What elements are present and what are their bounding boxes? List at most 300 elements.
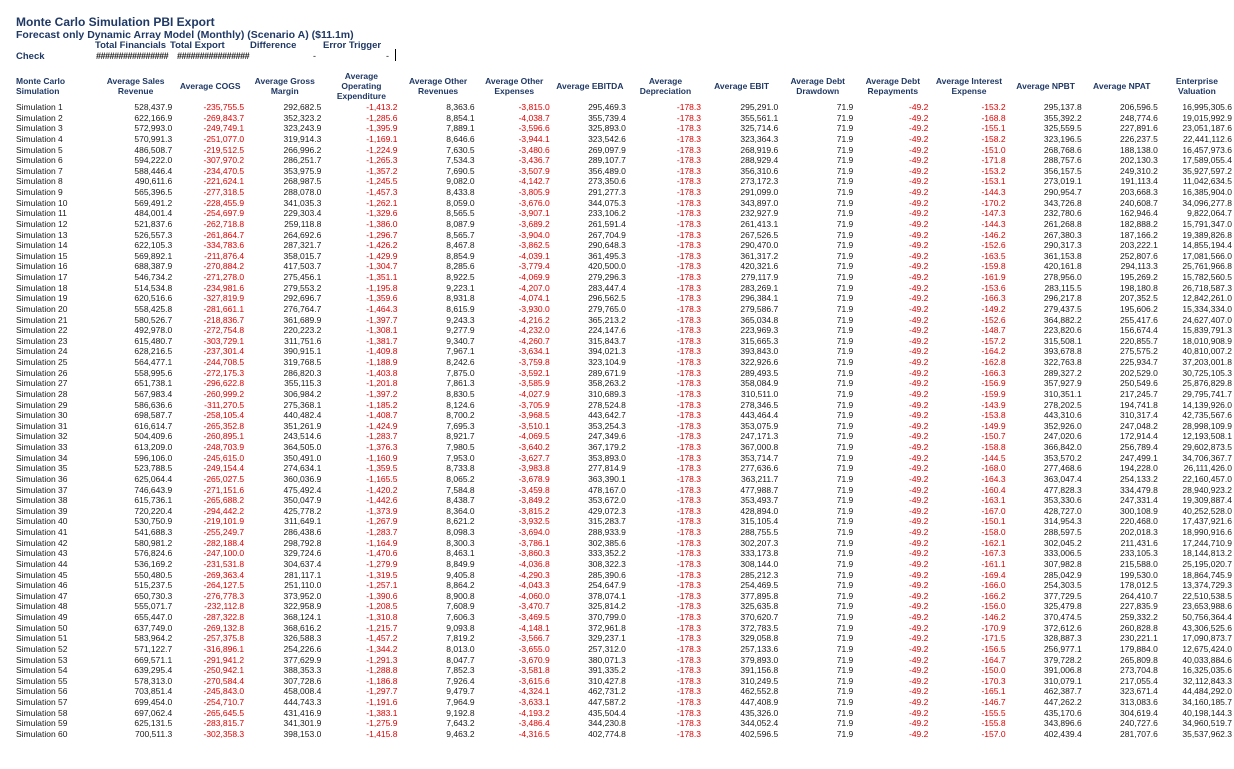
table-cell[interactable]: 195,606.2 [1120, 303, 1158, 314]
table-cell[interactable]: 26,718,587.3 [1182, 282, 1232, 293]
table-cell[interactable]: 25,761,966.8 [1182, 261, 1232, 272]
table-cell[interactable]: 528,437.9 [134, 102, 173, 112]
table-cell[interactable]: -334,783.6 [203, 240, 245, 251]
table-cell[interactable]: -178.3 [676, 431, 701, 442]
table-cell[interactable]: 50,756,364.4 [1182, 612, 1232, 622]
table-cell[interactable]: -178.3 [676, 155, 701, 166]
table-cell[interactable]: -272,175.3 [203, 367, 245, 378]
table-cell[interactable]: 71.9 [836, 388, 854, 399]
table-row[interactable] [0, 198, 1234, 209]
table-cell[interactable]: 447,587.2 [588, 697, 626, 707]
table-cell[interactable]: -3,507.9 [518, 165, 550, 176]
table-cell[interactable]: -178.3 [676, 144, 701, 155]
table-cell[interactable]: 19,015,992.9 [1182, 112, 1232, 123]
table-cell[interactable]: -155.1 [981, 123, 1006, 134]
table-cell[interactable]: 7,980.5 [446, 442, 475, 452]
table-cell[interactable]: 435,170.6 [1043, 707, 1082, 718]
table-cell[interactable]: -3,615.6 [518, 675, 550, 686]
table-cell[interactable]: -1,285.6 [366, 112, 398, 123]
table-cell[interactable]: -49.2 [909, 208, 929, 219]
table-cell[interactable]: -153.1 [981, 176, 1006, 187]
table-row[interactable] [0, 718, 1234, 729]
table-cell[interactable]: -4,027.9 [518, 388, 550, 399]
simulation-label[interactable]: Simulation 55 [16, 675, 68, 686]
table-cell[interactable]: -1,429.9 [366, 250, 398, 261]
table-cell[interactable]: 365,213.2 [588, 314, 626, 325]
table-row[interactable] [0, 591, 1234, 602]
table-cell[interactable]: 578,313.0 [134, 675, 173, 686]
table-cell[interactable]: 290,648.3 [588, 240, 626, 251]
table-cell[interactable]: -1,409.8 [366, 346, 398, 357]
table-cell[interactable]: -155.5 [981, 707, 1006, 718]
table-cell[interactable]: 288,078.0 [283, 187, 322, 197]
table-cell[interactable]: -178.3 [676, 463, 701, 474]
table-cell[interactable]: -178.3 [676, 612, 701, 622]
table-cell[interactable]: 699,454.0 [134, 697, 173, 707]
table-cell[interactable]: 569,892.1 [134, 250, 173, 261]
table-cell[interactable]: 458,008.4 [283, 686, 322, 697]
table-cell[interactable]: -1,224.9 [366, 144, 398, 155]
simulation-label[interactable]: Simulation 54 [16, 665, 68, 676]
table-cell[interactable]: 71.9 [836, 133, 854, 144]
table-cell[interactable]: -155.8 [981, 718, 1006, 729]
table-cell[interactable]: 7,690.5 [446, 165, 475, 176]
table-row[interactable] [0, 336, 1234, 347]
table-cell[interactable]: -247,100.0 [203, 548, 245, 559]
table-cell[interactable]: 279,553.2 [283, 282, 322, 293]
table-cell[interactable]: 526,557.3 [134, 229, 173, 240]
table-cell[interactable]: 447,262.2 [1043, 697, 1082, 707]
table-cell[interactable]: 639,295.4 [134, 665, 173, 676]
table-cell[interactable]: 367,000.8 [740, 442, 779, 452]
table-cell[interactable]: 42,735,567.6 [1182, 410, 1232, 421]
simulation-label[interactable]: Simulation 57 [16, 697, 68, 707]
table-cell[interactable]: 71.9 [836, 218, 854, 229]
table-cell[interactable]: -1,413.2 [366, 102, 398, 112]
table-cell[interactable]: 358,084.9 [740, 378, 779, 389]
table-cell[interactable]: 220,468.0 [1120, 516, 1158, 527]
simulation-label[interactable]: Simulation 36 [16, 473, 68, 484]
table-cell[interactable]: 567,983.4 [134, 388, 173, 399]
table-cell[interactable]: -178.3 [676, 601, 701, 612]
table-cell[interactable]: 281,117.1 [284, 569, 322, 580]
table-cell[interactable]: -144.3 [981, 187, 1006, 197]
column-header-average-other-revenues[interactable]: Average Other Revenues [408, 76, 468, 96]
table-cell[interactable]: -178.3 [676, 505, 701, 516]
simulation-label[interactable]: Simulation 9 [16, 187, 63, 197]
table-cell[interactable]: 215,588.0 [1120, 558, 1158, 569]
table-cell[interactable]: 32,112,843.3 [1183, 675, 1232, 686]
table-cell[interactable]: -49.2 [909, 388, 929, 399]
table-cell[interactable]: -49.2 [909, 675, 929, 686]
table-cell[interactable]: 288,597.5 [1043, 527, 1082, 537]
table-cell[interactable]: 17,081,566.0 [1182, 250, 1232, 261]
table-cell[interactable]: -178.3 [676, 495, 701, 506]
table-row[interactable] [0, 145, 1234, 156]
table-cell[interactable]: 325,814.2 [588, 601, 626, 612]
table-cell[interactable]: -3,581.8 [518, 665, 550, 676]
table-row[interactable] [0, 538, 1234, 549]
table-cell[interactable]: -49.2 [909, 144, 929, 155]
table-cell[interactable]: 325,479.8 [1043, 601, 1082, 612]
table-cell[interactable]: -1,442.6 [366, 495, 398, 506]
table-cell[interactable]: -1,415.8 [366, 728, 398, 739]
table-cell[interactable]: 361,317.2 [740, 250, 779, 261]
simulation-label[interactable]: Simulation 24 [16, 346, 68, 357]
table-cell[interactable]: -4,142.7 [518, 176, 550, 187]
table-cell[interactable]: -178.3 [676, 590, 701, 601]
simulation-label[interactable]: Simulation 6 [16, 155, 63, 166]
table-row[interactable] [0, 485, 1234, 496]
table-cell[interactable]: 447,408.9 [740, 697, 779, 707]
table-cell[interactable]: -232,112.8 [204, 601, 245, 612]
table-cell[interactable]: 288,933.9 [588, 527, 626, 537]
table-cell[interactable]: 351,261.9 [283, 420, 322, 431]
table-cell[interactable]: 323,671.4 [1120, 686, 1158, 697]
column-header-average-cogs[interactable]: Average COGS [179, 81, 241, 91]
table-cell[interactable]: 333,173.8 [740, 548, 779, 559]
table-cell[interactable]: -1,308.1 [366, 325, 398, 336]
table-cell[interactable]: 71.9 [836, 165, 854, 176]
table-cell[interactable]: 71.9 [836, 410, 854, 421]
table-cell[interactable]: 71.9 [836, 282, 854, 293]
table-cell[interactable]: 223,820.6 [1043, 325, 1082, 336]
table-cell[interactable]: 8,615.9 [446, 303, 475, 314]
table-cell[interactable]: -49.2 [909, 601, 929, 612]
table-cell[interactable]: 402,774.8 [588, 728, 626, 739]
table-cell[interactable]: -3,640.2 [518, 442, 550, 452]
table-cell[interactable]: -178.3 [676, 484, 701, 495]
table-cell[interactable]: 254,133.2 [1120, 473, 1158, 484]
table-cell[interactable]: 8,854.1 [446, 112, 475, 123]
table-cell[interactable]: 475,492.4 [283, 484, 322, 495]
table-cell[interactable]: 179,884.0 [1120, 643, 1158, 654]
table-cell[interactable]: 257,133.6 [740, 643, 779, 654]
table-cell[interactable]: 9,405.8 [446, 569, 475, 580]
table-cell[interactable]: 402,439.4 [1043, 728, 1082, 739]
table-cell[interactable]: -3,634.1 [518, 346, 550, 357]
table-cell[interactable]: 269,097.9 [588, 144, 626, 155]
table-cell[interactable]: -178.3 [676, 675, 701, 686]
table-cell[interactable]: -148.7 [981, 325, 1006, 336]
table-cell[interactable]: 356,157.5 [1043, 165, 1082, 176]
table-cell[interactable]: 7,967.1 [446, 346, 475, 357]
table-cell[interactable]: -4,193.2 [518, 707, 550, 718]
table-cell[interactable]: 688,387.9 [134, 261, 173, 272]
table-cell[interactable]: 372,612.6 [1043, 622, 1082, 633]
table-cell[interactable]: -178.3 [676, 229, 701, 240]
table-cell[interactable]: 207,352.5 [1120, 293, 1158, 304]
table-cell[interactable]: -49.2 [909, 442, 929, 452]
table-cell[interactable]: 462,387.7 [1043, 686, 1082, 697]
table-cell[interactable]: 353,075.9 [740, 420, 779, 431]
column-header-average-ebitda[interactable]: Average EBITDA [556, 81, 624, 91]
table-cell[interactable]: 71.9 [836, 442, 854, 452]
column-header-monte-carlo-simulation[interactable]: Monte Carlo Simulation [16, 76, 66, 96]
table-cell[interactable]: -219,512.5 [203, 144, 245, 155]
table-cell[interactable]: 40,810,007.2 [1182, 346, 1232, 357]
table-cell[interactable]: -1,373.9 [366, 505, 398, 516]
table-cell[interactable]: -178.3 [676, 665, 701, 676]
table-cell[interactable]: 14,855,194.4 [1182, 240, 1232, 251]
simulation-label[interactable]: Simulation 48 [16, 601, 68, 612]
table-row[interactable] [0, 261, 1234, 272]
table-cell[interactable]: 361,689.9 [283, 314, 322, 325]
table-cell[interactable]: 287,321.7 [283, 240, 322, 251]
table-row[interactable] [0, 548, 1234, 559]
table-cell[interactable]: 247,048.2 [1120, 420, 1158, 431]
table-cell[interactable]: 366,842.0 [1043, 442, 1082, 452]
table-cell[interactable]: 9,093.8 [446, 622, 475, 633]
simulation-label[interactable]: Simulation 23 [16, 335, 68, 346]
table-cell[interactable]: 322,763.8 [1043, 357, 1082, 367]
column-header-average-npat[interactable]: Average NPAT [1093, 81, 1151, 91]
table-cell[interactable]: 478,167.0 [588, 484, 626, 495]
simulation-label[interactable]: Simulation 18 [16, 282, 68, 293]
table-cell[interactable]: 240,727.6 [1120, 718, 1158, 729]
table-cell[interactable]: 402,596.5 [740, 728, 779, 739]
table-cell[interactable]: 379,728.2 [1043, 654, 1082, 665]
table-cell[interactable]: 259,332.2 [1120, 612, 1158, 622]
table-cell[interactable]: 29,602,873.5 [1182, 442, 1232, 452]
table-cell[interactable]: 314,954.3 [1043, 516, 1082, 527]
column-header-average-interest-expense[interactable]: Average Interest Expense [935, 76, 1003, 96]
table-cell[interactable]: -178.3 [676, 367, 701, 378]
table-cell[interactable]: -1,359.5 [366, 463, 398, 474]
table-cell[interactable]: 285,042.9 [1043, 569, 1082, 580]
simulation-label[interactable]: Simulation 35 [16, 463, 68, 474]
table-row[interactable] [0, 315, 1234, 326]
table-cell[interactable]: -1,381.7 [366, 335, 398, 346]
table-cell[interactable]: 283,269.1 [740, 282, 779, 293]
table-cell[interactable]: 394,021.3 [588, 346, 626, 357]
table-cell[interactable]: 377,629.9 [283, 654, 322, 665]
table-cell[interactable]: 71.9 [836, 654, 854, 665]
table-cell[interactable]: -265,688.2 [203, 495, 245, 506]
table-cell[interactable]: 558,995.6 [134, 367, 173, 378]
table-cell[interactable]: 372,783.5 [740, 622, 779, 633]
table-cell[interactable]: 490,611.6 [135, 176, 173, 187]
table-cell[interactable]: -255,249.7 [203, 527, 245, 537]
table-cell[interactable]: 17,589,055.4 [1182, 155, 1232, 166]
simulation-label[interactable]: Simulation 37 [16, 484, 68, 495]
table-cell[interactable]: 266,996.2 [283, 144, 322, 155]
table-cell[interactable]: -153.2 [981, 165, 1006, 176]
table-cell[interactable]: -1,357.2 [366, 165, 398, 176]
table-cell[interactable]: 515,237.5 [134, 580, 173, 591]
table-cell[interactable]: 8,285.6 [446, 261, 475, 272]
table-cell[interactable]: 8,098.3 [446, 527, 475, 537]
table-cell[interactable]: 300,108.9 [1120, 505, 1158, 516]
table-cell[interactable]: 71.9 [836, 357, 854, 367]
table-cell[interactable]: -49.2 [909, 580, 929, 591]
table-cell[interactable]: -1,351.1 [366, 272, 398, 282]
table-cell[interactable]: 286,438.6 [283, 527, 322, 537]
simulation-label[interactable]: Simulation 4 [16, 133, 63, 144]
table-cell[interactable]: -294,442.2 [203, 505, 245, 516]
table-cell[interactable]: 19,389,826.8 [1182, 229, 1232, 240]
table-cell[interactable]: 71.9 [836, 495, 854, 506]
table-cell[interactable]: 279,765.0 [588, 303, 626, 314]
table-cell[interactable]: 350,047.9 [283, 495, 322, 506]
table-cell[interactable]: 8,433.8 [446, 187, 475, 197]
simulation-label[interactable]: Simulation 25 [16, 357, 68, 367]
table-cell[interactable]: -1,383.1 [366, 707, 398, 718]
table-cell[interactable]: -49.2 [909, 410, 929, 421]
table-cell[interactable]: 353,493.7 [740, 495, 779, 506]
table-cell[interactable]: 71.9 [836, 728, 854, 739]
table-cell[interactable]: 274,634.1 [283, 463, 322, 474]
simulation-label[interactable]: Simulation 43 [16, 548, 68, 559]
table-cell[interactable]: 368,616.2 [283, 622, 322, 633]
table-cell[interactable]: 267,704.9 [588, 229, 626, 240]
table-cell[interactable]: -3,705.9 [518, 399, 550, 410]
table-cell[interactable]: -3,786.1 [518, 537, 550, 548]
table-cell[interactable]: -311,270.5 [204, 399, 245, 410]
table-cell[interactable]: -159.8 [981, 261, 1006, 272]
table-cell[interactable]: -178.3 [676, 558, 701, 569]
table-cell[interactable]: 9,243.3 [446, 314, 475, 325]
table-cell[interactable]: 353,570.2 [1043, 452, 1082, 463]
table-cell[interactable]: 353,714.7 [740, 452, 779, 463]
table-cell[interactable]: 202,130.3 [1120, 155, 1158, 166]
table-cell[interactable]: 290,317.3 [1043, 240, 1082, 251]
simulation-label[interactable]: Simulation 34 [16, 452, 68, 463]
table-row[interactable] [0, 442, 1234, 453]
table-cell[interactable]: 289,107.7 [588, 155, 626, 166]
check-total-export-value[interactable]: ################ [177, 51, 250, 61]
table-cell[interactable]: 220,223.2 [283, 325, 322, 336]
table-cell[interactable]: -49.2 [909, 229, 929, 240]
simulation-label[interactable]: Simulation 27 [16, 378, 68, 389]
table-cell[interactable]: -49.2 [909, 133, 929, 144]
table-cell[interactable]: -219,101.9 [203, 516, 245, 527]
table-cell[interactable]: 368,124.1 [283, 612, 322, 622]
table-cell[interactable]: -234,470.5 [203, 165, 245, 176]
simulation-label[interactable]: Simulation 45 [16, 569, 68, 580]
table-row[interactable] [0, 155, 1234, 166]
table-cell[interactable]: -178.3 [676, 707, 701, 718]
table-cell[interactable]: -4,036.8 [518, 558, 550, 569]
table-cell[interactable]: 71.9 [836, 473, 854, 484]
table-cell[interactable]: 329,237.1 [588, 633, 626, 644]
table-row[interactable] [0, 676, 1234, 687]
table-cell[interactable]: -49.2 [909, 325, 929, 336]
table-cell[interactable]: -49.2 [909, 420, 929, 431]
table-cell[interactable]: -49.2 [909, 686, 929, 697]
table-cell[interactable]: 25,195,020.7 [1182, 558, 1232, 569]
table-cell[interactable]: 377,895.8 [740, 590, 779, 601]
table-cell[interactable]: -178.3 [676, 123, 701, 134]
table-cell[interactable]: -178.3 [676, 335, 701, 346]
table-cell[interactable]: 17,090,873.7 [1182, 633, 1232, 644]
table-cell[interactable]: 71.9 [836, 399, 854, 410]
table-cell[interactable]: -291,941.2 [203, 654, 245, 665]
table-cell[interactable]: -49.2 [909, 537, 929, 548]
simulation-label[interactable]: Simulation 40 [16, 516, 68, 527]
table-cell[interactable]: -49.2 [909, 155, 929, 166]
table-cell[interactable]: 353,254.3 [588, 420, 626, 431]
table-cell[interactable]: -3,815.0 [518, 102, 550, 112]
table-cell[interactable]: 435,504.4 [588, 707, 626, 718]
table-cell[interactable]: 484,001.4 [134, 208, 173, 219]
table-cell[interactable]: -49.2 [909, 261, 929, 272]
table-cell[interactable]: -4,207.0 [518, 282, 550, 293]
table-cell[interactable]: -178.3 [676, 728, 701, 739]
table-cell[interactable]: -49.2 [909, 314, 929, 325]
table-cell[interactable]: 267,526.5 [740, 229, 779, 240]
table-cell[interactable]: 40,252,528.0 [1182, 505, 1232, 516]
table-cell[interactable]: 7,606.3 [446, 612, 475, 622]
table-cell[interactable]: 279,586.7 [740, 303, 779, 314]
table-cell[interactable]: 227,835.9 [1120, 601, 1158, 612]
simulation-label[interactable]: Simulation 14 [16, 240, 68, 251]
simulation-label[interactable]: Simulation 11 [16, 208, 67, 219]
table-row[interactable] [0, 559, 1234, 570]
table-cell[interactable]: 329,058.8 [740, 633, 779, 644]
table-cell[interactable]: 71.9 [836, 622, 854, 633]
table-cell[interactable]: -49.2 [909, 293, 929, 304]
table-cell[interactable]: -1,283.7 [366, 527, 398, 537]
table-cell[interactable]: 363,390.1 [588, 473, 626, 484]
table-cell[interactable]: 18,010,908.9 [1182, 335, 1232, 346]
table-cell[interactable]: -1,201.8 [366, 378, 398, 389]
table-cell[interactable]: -1,310.8 [366, 612, 398, 622]
table-cell[interactable]: -270,884.2 [203, 261, 245, 272]
table-cell[interactable]: 71.9 [836, 569, 854, 580]
table-cell[interactable]: 388,353.3 [283, 665, 322, 676]
table-cell[interactable]: 328,887.3 [1043, 633, 1082, 644]
table-cell[interactable]: -178.3 [676, 346, 701, 357]
table-cell[interactable]: 268,987.5 [283, 176, 322, 187]
table-cell[interactable]: 260,828.8 [1120, 622, 1158, 633]
table-cell[interactable]: 71.9 [836, 463, 854, 474]
table-cell[interactable]: 443,310.6 [1043, 410, 1082, 421]
table-cell[interactable]: 7,534.3 [446, 155, 475, 166]
table-cell[interactable]: -261,864.7 [203, 229, 245, 240]
table-cell[interactable]: 420,161.8 [1043, 261, 1082, 272]
table-cell[interactable]: -3,849.2 [518, 495, 550, 506]
table-cell[interactable]: -283,815.7 [203, 718, 245, 729]
table-cell[interactable]: -3,470.7 [518, 601, 550, 612]
table-cell[interactable]: 8,242.6 [446, 357, 475, 367]
table-cell[interactable]: -3,670.9 [518, 654, 550, 665]
table-cell[interactable]: -49.2 [909, 473, 929, 484]
table-cell[interactable]: 40,033,884.6 [1182, 654, 1232, 665]
table-cell[interactable]: -49.2 [909, 399, 929, 410]
table-cell[interactable]: -1,397.2 [366, 388, 398, 399]
table-cell[interactable]: 278,956.0 [1043, 272, 1082, 282]
table-cell[interactable]: 398,153.0 [283, 728, 322, 739]
table-cell[interactable]: -265,027.5 [203, 473, 245, 484]
table-cell[interactable]: -178.3 [676, 240, 701, 251]
table-cell[interactable]: 344,052.4 [740, 718, 779, 729]
table-cell[interactable]: -178.3 [676, 388, 701, 399]
table-cell[interactable]: -178.3 [676, 527, 701, 537]
table-cell[interactable]: 310,511.0 [741, 388, 779, 399]
table-cell[interactable]: 7,819.2 [446, 633, 475, 644]
table-cell[interactable]: 12,842,261.0 [1182, 293, 1232, 304]
table-cell[interactable]: 565,396.5 [134, 187, 173, 197]
table-cell[interactable]: -276,778.3 [203, 590, 245, 601]
table-cell[interactable]: 254,303.5 [1043, 580, 1082, 591]
table-cell[interactable]: -303,729.1 [203, 335, 245, 346]
table-cell[interactable]: -248,703.9 [203, 442, 245, 452]
table-cell[interactable]: -4,039.1 [518, 250, 550, 261]
table-cell[interactable]: -3,676.0 [518, 197, 550, 208]
table-cell[interactable]: -146.7 [981, 697, 1006, 707]
table-cell[interactable]: 431,416.9 [283, 707, 322, 718]
